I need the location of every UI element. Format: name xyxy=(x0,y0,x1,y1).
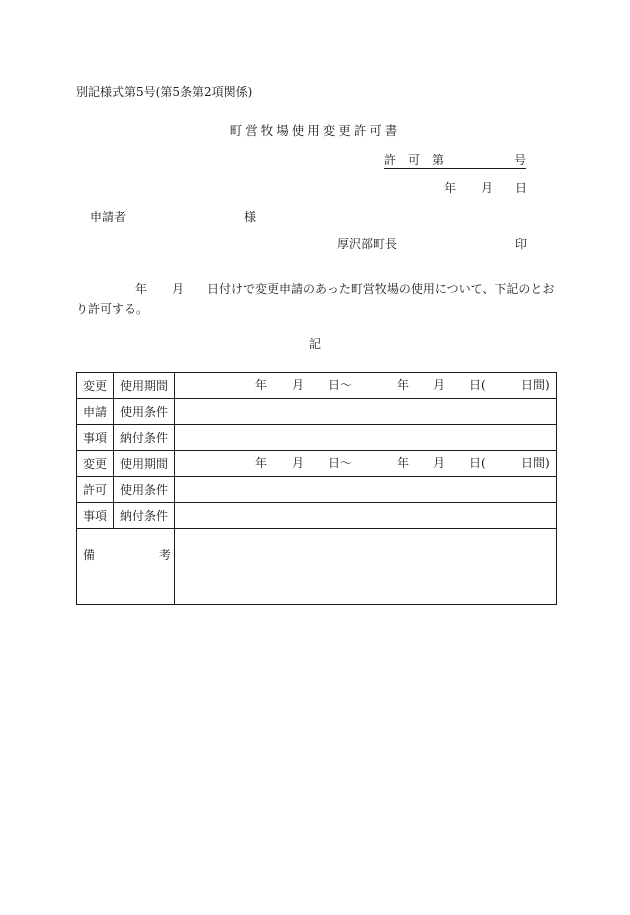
group-label-line: 事項 xyxy=(77,425,114,451)
period-end-month: 月 xyxy=(433,378,446,392)
period-field xyxy=(175,451,557,477)
group-label-line: 変更 xyxy=(77,451,114,477)
item-label: 納付条件 xyxy=(114,503,175,529)
table-row xyxy=(77,425,557,451)
table-row xyxy=(77,451,557,477)
group-label-line: 申請 xyxy=(77,399,114,425)
period-end-day: 日( xyxy=(469,456,486,470)
value-field xyxy=(175,503,557,529)
group-label-line: 事項 xyxy=(77,503,114,529)
form-label: 別記様式第5号(第5条第2項関係) xyxy=(76,85,253,99)
table-row xyxy=(77,477,557,503)
body-month: 月 xyxy=(172,282,185,296)
period-start-year: 年 xyxy=(255,456,268,470)
period-end-year: 年 xyxy=(397,378,410,392)
item-label: 使用条件 xyxy=(114,477,175,503)
group-label-line: 許可 xyxy=(77,477,114,503)
group-label-line: 変更 xyxy=(77,373,114,399)
period-start-year: 年 xyxy=(255,378,268,392)
remarks-char-1: 備 xyxy=(83,548,96,562)
period-days: 日間) xyxy=(521,378,550,392)
item-label: 使用条件 xyxy=(114,399,175,425)
value-field xyxy=(175,425,557,451)
period-start-month: 月 xyxy=(292,378,305,392)
period-start-day: 日〜 xyxy=(328,456,353,470)
table-row xyxy=(77,373,557,399)
applicant-label: 申請者 xyxy=(90,210,127,224)
permit-number-char-3: 第 xyxy=(432,153,445,167)
table-row xyxy=(77,399,557,425)
remarks-field xyxy=(175,529,557,605)
applicant-honorific: 様 xyxy=(244,210,257,224)
permit-number-suffix: 号 xyxy=(514,153,527,167)
remarks-char-2: 考 xyxy=(159,548,172,562)
body-text-line-2: り許可する。 xyxy=(76,302,149,316)
period-end-year: 年 xyxy=(397,456,410,470)
permit-number-char-1: 許 xyxy=(384,153,397,167)
issue-date-month: 月 xyxy=(481,181,494,195)
period-start-month: 月 xyxy=(292,456,305,470)
permit-number-char-2: 可 xyxy=(408,153,421,167)
item-label: 使用期間 xyxy=(114,373,175,399)
item-label: 納付条件 xyxy=(114,425,175,451)
period-start-day: 日〜 xyxy=(328,378,353,392)
seal-mark: 印 xyxy=(515,237,528,251)
period-days: 日間) xyxy=(521,456,550,470)
body-text-line-1: 日付けで変更申請のあった町営牧場の使用について、下記のとお xyxy=(207,282,555,296)
table-row xyxy=(77,503,557,529)
issue-date-day: 日 xyxy=(515,181,528,195)
period-field xyxy=(175,373,557,399)
remarks-label xyxy=(77,529,175,605)
item-label: 使用期間 xyxy=(114,451,175,477)
document-title: 町営牧場使用変更許可書 xyxy=(229,123,401,138)
issuer-name: 厚沢部町長 xyxy=(337,237,398,251)
detail-table xyxy=(76,372,557,605)
period-end-day: 日( xyxy=(469,378,486,392)
value-field xyxy=(175,399,557,425)
issue-date-year: 年 xyxy=(444,181,457,195)
ki-heading: 記 xyxy=(308,337,321,351)
value-field xyxy=(175,477,557,503)
permit-number-underline xyxy=(384,154,526,169)
remarks-row xyxy=(77,529,557,605)
period-end-month: 月 xyxy=(433,456,446,470)
body-year: 年 xyxy=(135,282,148,296)
